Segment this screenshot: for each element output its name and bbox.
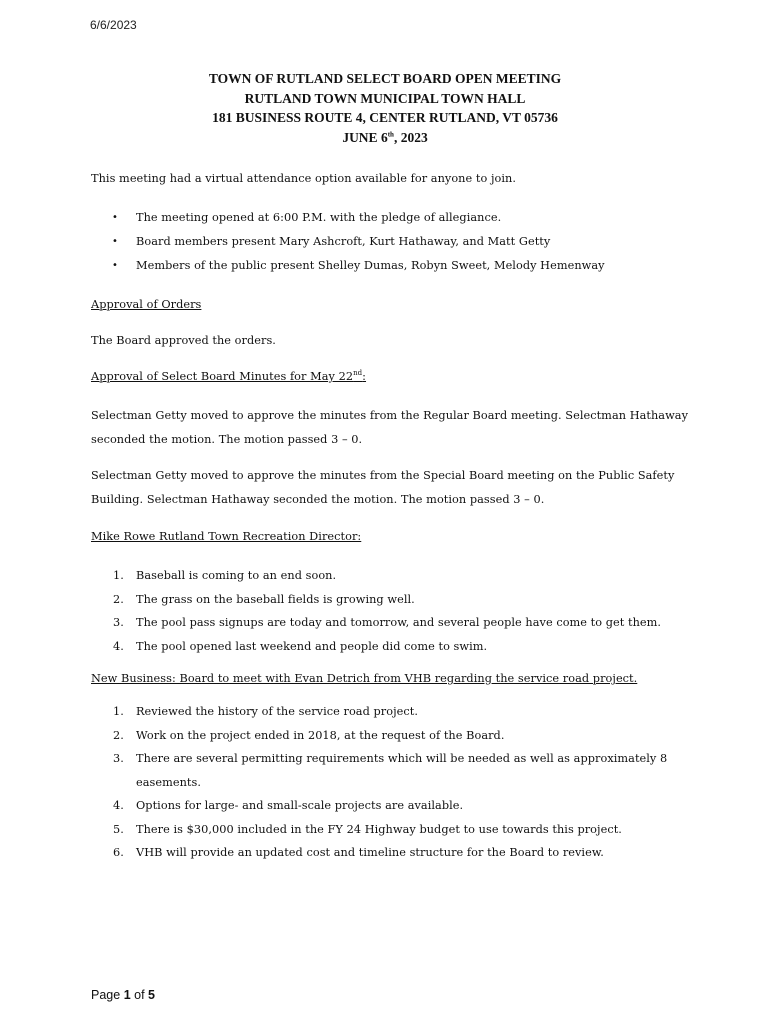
list-number: 2. <box>113 728 124 742</box>
list-item-text: The grass on the baseball fields is growing well. <box>136 592 415 606</box>
list-item-text: Members of the public present Shelley Dumas, Robyn Sweet, Melody Hemenway <box>136 259 605 272</box>
list-item-text: The pool opened last weekend and people did come to swim. <box>136 639 488 653</box>
page-of-label: of <box>134 988 145 1002</box>
minutes-heading-colon: : <box>362 370 367 383</box>
list-item <box>91 841 691 865</box>
title-line-1: TOWN OF RUTLAND SELECT BOARD OPEN MEETING <box>208 71 562 86</box>
list-item <box>91 588 691 612</box>
list-item <box>91 564 691 588</box>
minutes-heading-suffix: nd <box>353 369 363 378</box>
list-item-text: The pool pass signups are today and tomorrow, and several people have come to get them. <box>136 616 662 629</box>
list-item <box>91 254 691 278</box>
list-number: 4. <box>113 639 124 653</box>
title-line-2: RUTLAND TOWN MUNICIPAL TOWN HALL <box>244 90 526 106</box>
list-item-text: VHB will provide an updated cost and timeline structure for the Board to review. <box>136 846 604 859</box>
list-number: 1. <box>113 569 124 582</box>
list-item <box>91 747 691 794</box>
list-item-text: The meeting opened at 6:00 P.M. with the pledge of allegiance. <box>136 211 502 224</box>
list-item <box>91 230 691 254</box>
orders-paragraph: The Board approved the orders. <box>91 334 276 347</box>
list-number: 3. <box>113 616 124 629</box>
title-date-prefix: JUNE 6 <box>342 129 388 145</box>
attendance-list <box>91 206 691 278</box>
page-total: 5 <box>148 988 155 1002</box>
list-item <box>91 611 691 635</box>
section-heading-recreation: Mike Rowe Rutland Town Recreation Director: <box>91 530 362 543</box>
list-number: 1. <box>113 705 124 718</box>
list-number: 5. <box>113 822 124 836</box>
page-footer <box>91 988 155 1002</box>
list-item <box>91 818 691 842</box>
list-number: 2. <box>113 592 124 606</box>
title-line-3: 181 BUSINESS ROUTE 4, CENTER RUTLAND, VT 05736 <box>212 110 558 125</box>
list-item-text: Board members present Mary Ashcroft, Kurt Hathaway, and Matt Getty <box>136 235 551 248</box>
list-item-text: Reviewed the history of the service road project. <box>136 705 418 718</box>
page-number: 1 <box>123 988 131 1002</box>
recreation-list <box>91 564 691 658</box>
list-item <box>91 206 691 230</box>
title-date-suffix: th <box>387 130 394 138</box>
list-number: 6. <box>113 846 124 859</box>
list-item-text: There is $30,000 included in the FY 24 Highway budget to use towards this project. <box>136 822 622 836</box>
new-business-list <box>91 700 691 865</box>
header-date: 6/6/2023 <box>90 18 137 32</box>
list-item-text: There are several permitting requirements which will be needed as well as approximately 8 easements. <box>136 752 668 789</box>
bullet-icon: • <box>112 212 118 223</box>
list-item <box>91 724 691 748</box>
list-item-text: Options for large- and small-scale projects are available. <box>136 799 464 812</box>
list-item <box>91 794 691 818</box>
page-label: Page <box>91 988 121 1002</box>
minutes-paragraph-special: Selectman Getty moved to approve the minutes from the Special Board meeting on the Public Safety Building. Selectman Hathaway seconded the motion. The motion passed 3 – 0. <box>91 469 675 506</box>
title-date-year: , 2023 <box>393 129 428 145</box>
title-line-4 <box>0 128 770 148</box>
intro-paragraph: This meeting had a virtual attendance option available for anyone to join. <box>91 172 516 185</box>
minutes-heading-text: Approval of Select Board Minutes for May 22 <box>91 370 354 383</box>
minutes-paragraph-regular: Selectman Getty moved to approve the minutes from the Regular Board meeting. Selectman Hathaway seconded the motion. The motion passed 3 – 0. <box>91 409 689 446</box>
list-number: 4. <box>113 799 124 812</box>
section-heading-new-business: New Business: Board to meet with Evan Detrich from VHB regarding the service road project. <box>91 672 638 685</box>
document-body <box>91 170 691 877</box>
list-item-text: Work on the project ended in 2018, at the request of the Board. <box>136 728 505 742</box>
section-heading-orders: Approval of Orders <box>91 298 202 311</box>
list-item <box>91 635 691 659</box>
bullet-icon: • <box>112 236 118 247</box>
list-item <box>91 700 691 724</box>
document-title <box>0 69 770 147</box>
list-number: 3. <box>113 752 124 765</box>
section-heading-minutes <box>91 368 691 386</box>
list-item-text: Baseball is coming to an end soon. <box>136 569 337 582</box>
bullet-icon: • <box>112 260 118 271</box>
